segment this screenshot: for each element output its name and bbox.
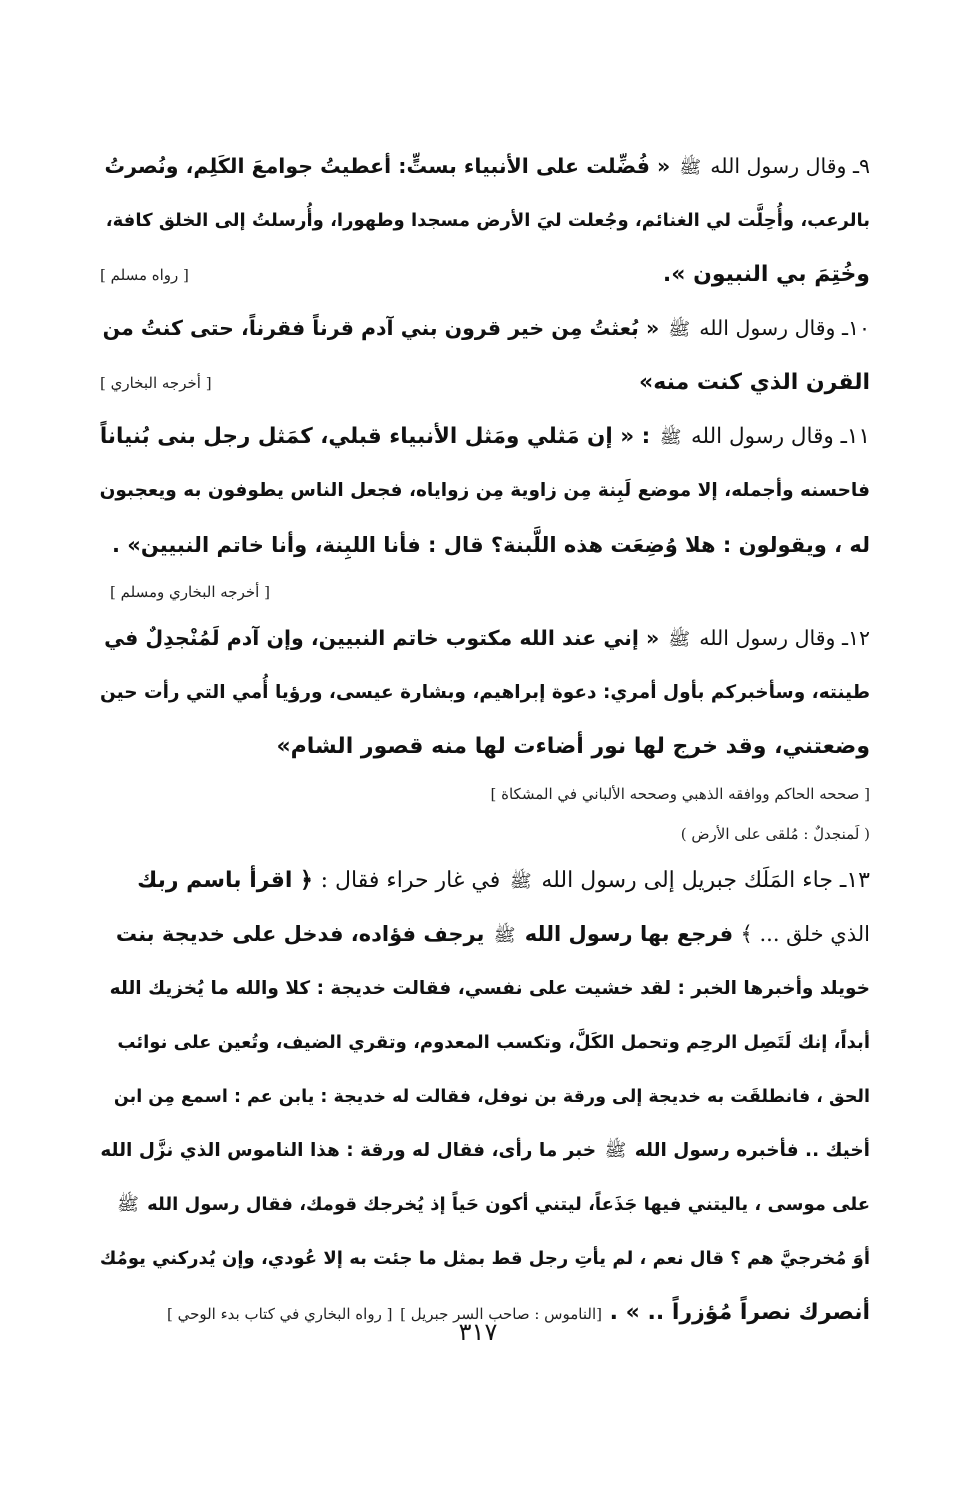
hadith-13-line-5: [100, 1070, 870, 1124]
hadith-11-line-3: [100, 518, 870, 572]
hadith-10-text-2: القرن الذي كنت منه»: [639, 370, 870, 395]
hadith-13-text-7: على موسى ، ياليتني فيها جَذَعاً، ليتني أكون حَياً إذ يُخرجك قومك، فقال رسول الله: [147, 1194, 870, 1215]
hadith-12-reference: [ صححه الحاكم ووافقه الذهبي وصححه الألباني في المشكاة ]: [490, 785, 870, 803]
hadith-13-text-3: خويلد وأخبرها الخبر : لقد خشيت على نفسي، فقالت خديجة : كلا والله ما يُخزيك الله: [109, 978, 870, 999]
hadith-9-text-1: « فُضِّلت على الأنبياء بستٍّ: أعطيتُ جوامعَ الكَلِم، ونُصرتُ: [104, 154, 671, 178]
hadith-11-line-2: [100, 464, 870, 518]
hadith-13-line-4: [100, 1016, 870, 1070]
hadith-13-line-1: [100, 854, 870, 908]
hadith-13-namus-gloss: [الناموس : صاحب السر جبريل ]: [400, 1304, 602, 1323]
hadith-13-text-2b: يرجف فؤاده، فدخل على خديجة بنت: [115, 922, 485, 946]
hadith-13-quran-2: الذي خلق ... ﴾: [740, 922, 870, 946]
hadith-9-line-3: [100, 248, 870, 302]
hadith-13-intro-2: في غار حراء فقال :: [320, 867, 501, 893]
hadith-11-text-1: : « إن مَثلي ومَثل الأنبياء قبلي، كمَثل رجل بنى بُنياناً: [99, 423, 651, 449]
page-number: ٣١٧: [458, 1318, 498, 1346]
hadith-10-text-1: « بُعثتُ مِن خير قرون بني آدم قرناً فقرناً، حتى كنتُ من: [102, 316, 660, 340]
hadith-9-line-2: [100, 194, 870, 248]
salawat-glyph: ﷺ: [509, 870, 532, 892]
hadith-9-intro: ٩ـ وقال رسول الله: [710, 154, 870, 178]
hadith-13-text-6b: خبر ما رأى، فقال له ورقة : هذا الناموس الذي نزَّل الله: [100, 1140, 597, 1161]
hadith-11-reference: [ أخرجه البخاري ومسلم ]: [110, 583, 270, 601]
hadith-13-line-8: [100, 1232, 870, 1286]
hadith-13-line-7: [100, 1178, 870, 1232]
hadith-13-text-9: أنصرك نصراً مُؤزراً .. » .: [609, 1299, 870, 1325]
hadith-10-intro: ١٠ـ وقال رسول الله: [699, 316, 870, 340]
hadith-13-quran-1: ﴿ اقرأ باسم ربك: [137, 867, 313, 893]
hadith-13-text-6a: أخيك .. فأخبره رسول الله: [634, 1140, 870, 1161]
hadith-12-text-2: طينته، وسأخبركم بأول أمري: دعوة إبراهيم، وبشارة عيسى، ورؤيا أُمي التي رأت حين: [100, 682, 870, 703]
hadith-13-reference: [ رواه البخاري في كتاب بدء الوحي ]: [166, 1304, 393, 1323]
hadith-9-text-3: وخُتِمَ بي النبيون ».: [662, 262, 870, 287]
hadith-11-line-1: [100, 410, 870, 464]
salawat-glyph: ﷺ: [668, 319, 691, 340]
hadith-9-text-2: بالرعب، وأُحِلَّت لي الغنائم، وجُعلت ليَ الأرض مسجدا وطهورا، وأُرسلتُ إلى الخلق كافة،: [105, 210, 870, 231]
hadith-13-line-6: [100, 1124, 870, 1178]
salawat-glyph: ﷺ: [117, 1194, 139, 1215]
hadith-12-text-1: « إني عند الله مكتوب خاتم النبيين، وإن آدم لَمُنْجدِلٌ في: [104, 626, 660, 650]
hadith-10-reference: [ أخرجه البخاري ]: [100, 374, 212, 392]
salawat-glyph: ﷺ: [679, 157, 702, 178]
hadith-12-line-1: [100, 612, 870, 666]
salawat-glyph: ﷺ: [604, 1140, 627, 1161]
hadith-9-line-1: [100, 140, 870, 194]
hadith-13-line-3: [100, 962, 870, 1016]
hadith-9-reference: [ رواه مسلم ]: [100, 266, 189, 284]
hadith-11-text-2: فاحسنه وأجمله، إلا موضع لَبِنة مِن زاوية مِن زواياه، فجعل الناس يطوفون به ويعجبون: [99, 480, 870, 501]
page-body: [100, 140, 870, 1340]
salawat-glyph: ﷺ: [493, 925, 516, 946]
hadith-10-line-1: [100, 302, 870, 356]
hadith-13-intro: ١٣ـ جاء المَلَك جبريل إلى رسول الله: [541, 867, 870, 893]
salawat-glyph: ﷺ: [659, 426, 682, 448]
hadith-13-line-2: [100, 908, 870, 962]
hadith-12-intro: ١٢ـ وقال رسول الله: [699, 626, 870, 650]
hadith-13-text-5: الحق ، فانطلقَت به خديجة إلى ورقة بن نوفل، فقالت له خديجة : يابن عم : اسمع مِن ابن: [113, 1087, 870, 1107]
salawat-glyph: ﷺ: [668, 629, 691, 650]
hadith-13-text-8: أوَ مُخرجيَّ هم ؟ قال نعم ، لم يأتِ رجل قط بمثل ما جئت به إلا عُودي، وإن يُدركني يومُك: [99, 1248, 870, 1269]
hadith-13-text-4: أبداً، إنك لَتَصِل الرحِم وتحمل الكَلَّ، وتكسب المعدوم، وتقري الضيف، وتُعين على نوائب: [117, 1032, 870, 1053]
hadith-10-line-2: [100, 356, 870, 410]
hadith-13-text-2a: فرجع بها رسول الله: [524, 922, 734, 946]
hadith-12-text-3: وضعتني، وقد خرج لها نور أضاءت لها منه قصور الشام»: [276, 734, 870, 759]
hadith-11-text-3: له ، ويقولون : هلا وُضِعَت هذه اللَّبنة؟ قال : فأنا اللبِنة، وأنا خاتم النبيين» .: [112, 533, 870, 557]
hadith-12-gloss: ( لَمنجدلٌ : مُلقى على الأرض ): [680, 825, 870, 843]
hadith-11-intro: ١١ـ وقال رسول الله: [690, 423, 870, 449]
hadith-12-line-2: [100, 666, 870, 720]
hadith-12-line-3: [100, 720, 870, 774]
